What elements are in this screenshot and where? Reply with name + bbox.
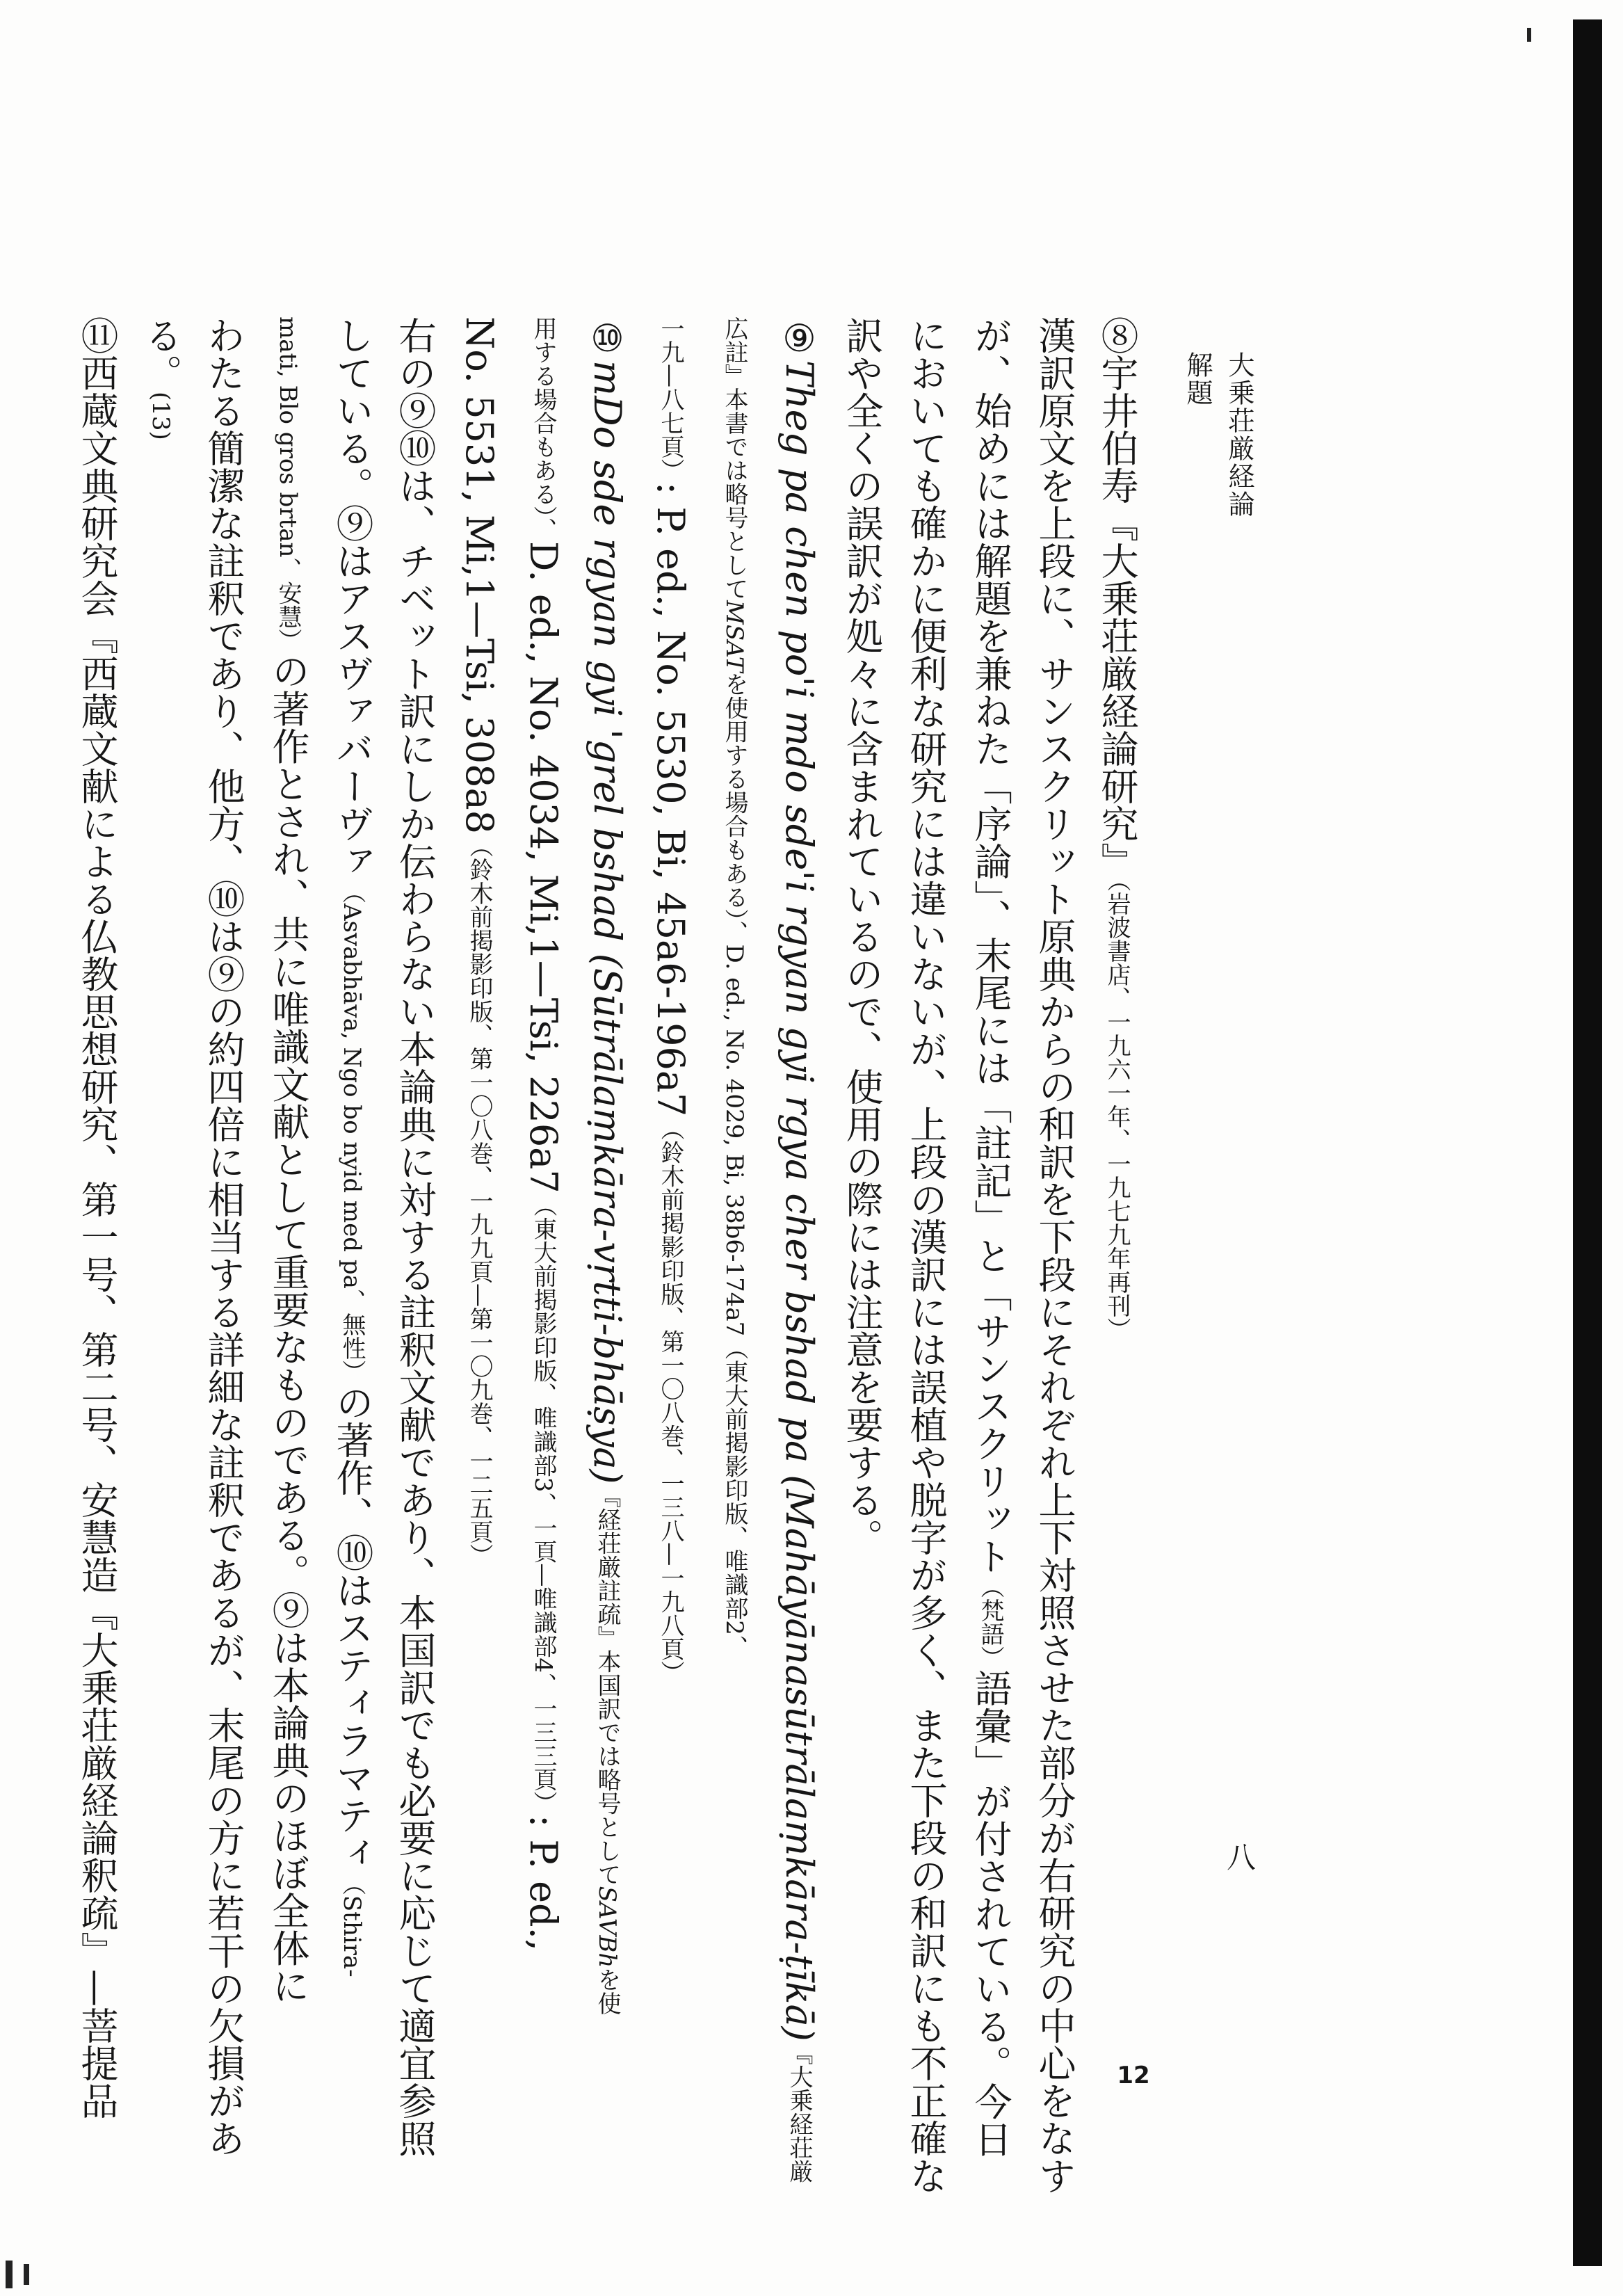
text-segment: （東大前掲影印版、唯識部2、 — [720, 1336, 748, 1659]
text-segment: の著作とされ、共に唯識文献として重要なものである。⑨は本論典のほぼ全体に — [266, 652, 310, 2005]
text-segment: （梵語） — [976, 1575, 1004, 1669]
text-line — [451, 316, 508, 2083]
text-segment: が、始めには解題を兼ねた「序論」、末尾には「註記」と「サンスクリット — [969, 316, 1012, 1575]
text-segment: （鈴木前掲影印版、第一〇八巻、一三八—一九八頁） — [656, 1116, 684, 1685]
text-line — [515, 316, 572, 2083]
text-segment: の著作、⑩はスティラマティ — [330, 1383, 374, 1872]
scan-speck — [6, 2261, 13, 2288]
running-title: 大乗荘厳経論 解題 — [1182, 351, 1254, 546]
text-line — [132, 316, 189, 2083]
text-line — [68, 316, 125, 2119]
text-segment: を使 — [593, 1968, 621, 2016]
text-segment: 『経荘厳註疏』本国訳では略号として — [593, 1484, 621, 1886]
scan-speck — [1527, 28, 1531, 42]
text-segment: ⑪西蔵文典研究会『西蔵文献による仏教思想研究、第一号、第二号、安慧造『大乗荘厳経論釈疏』—菩提品 — [75, 316, 119, 2119]
text-segment: (13) — [147, 392, 175, 440]
text-segment: （Asvabhāva, Ngo bo nyid med pa、無性） — [338, 880, 366, 1383]
text-segment: （鈴木前掲影印版、第一〇八巻、一九九頁—第一〇九巻、一二五頁） — [465, 834, 493, 1568]
text-line — [195, 316, 252, 2157]
text-segment: No. 5531, Mi,1—Tsi, 308a8 — [458, 316, 501, 835]
text-segment: （東大前掲影印版、唯識部3、一頁—唯識部4、一三三頁） — [529, 1193, 557, 1815]
text-line — [579, 316, 636, 2083]
text-line — [323, 316, 380, 2083]
text-segment: mDo sde rgyan gyi 'grel bshad (Sūtrālaṃkāra-vṛtti-bhāṣya) — [586, 360, 629, 1484]
text-segment: ⑩ — [586, 316, 629, 360]
text-segment: ⑧宇井伯寿『大乗荘厳経論研究』 — [1095, 316, 1139, 880]
text-line — [642, 316, 699, 2083]
text-line — [897, 316, 954, 2194]
kanji-page-number: 八 — [1222, 1842, 1257, 1871]
text-line — [1026, 316, 1083, 2194]
text-segment: している。⑨はアスヴァバーヴァ — [330, 316, 374, 880]
text-segment: 広註』本書では略号として — [720, 316, 748, 600]
text-segment: : P. ed., No. 5530, Bi, 45a6-196a7 — [649, 482, 693, 1117]
scan-edge-bar — [1573, 19, 1602, 2266]
text-segment: 右の⑨⑩は、チベット訳にしか伝わらない本論典に対する註釈文献であり、本国訳でも必要に応じて適宜参照 — [393, 316, 437, 2157]
text-segment: る。 — [139, 316, 183, 392]
text-segment: わたる簡潔な註釈であり、他方、⑩は⑨の約四倍に相当する詳細な註釈であるが、末尾の方に若干の欠損があ — [202, 316, 245, 2157]
text-line — [1088, 316, 1145, 2083]
text-segment: （Sthira- — [338, 1871, 366, 1977]
text-segment: 訳や全くの誤訳が処々に含まれているので、使用の際には注意を要する。 — [840, 316, 884, 1556]
text-segment: 『大乗経荘厳 — [785, 2041, 813, 2183]
text-segment: においても確かに便利な研究には違いないが、上段の漢訳には誤植や脱字が多く、また下段の和訳にも不正確な — [904, 316, 948, 2194]
text-segment: ⑨ — [777, 316, 821, 360]
text-segment: MSAT — [720, 600, 748, 673]
text-line — [706, 316, 763, 2083]
text-segment: D. ed., No. 4034, Mi,1—Tsi, 226a7 — [522, 541, 565, 1194]
text-segment: : P. ed., — [522, 1815, 565, 1951]
text-segment: SAVBh — [593, 1886, 621, 1968]
text-line — [259, 316, 316, 2083]
page-number: 12 — [1117, 2062, 1150, 2089]
text-segment: 用する場合もある）、 — [529, 316, 557, 541]
text-line — [962, 316, 1019, 2158]
scan-speck — [24, 2264, 29, 2285]
text-line — [386, 316, 443, 2157]
text-segment: 漢訳原文を上段に、サンスクリット原典からの和訳を下段にそれぞれ上下対照させた部分が右研究の中心をなす — [1033, 316, 1076, 2194]
text-segment: （岩波書店、一九六一年、一九七九年再刊） — [1103, 880, 1131, 1341]
text-line — [770, 316, 827, 2183]
text-segment: を使用する場合もある）、D. ed., No. 4029, Bi, 38b6-174a7 — [720, 672, 748, 1337]
text-segment: 語彙」が付されている。今日 — [969, 1669, 1012, 2158]
text-segment: Theg pa chen po'i mdo sde'i rgyan gyi rgya cher bshad pa (Mahāyānasūtrālaṃkāra-ṭīkā) — [777, 360, 821, 2041]
text-line — [833, 316, 890, 2083]
text-segment: mati, Blo gros brtan、安慧） — [274, 316, 302, 652]
text-segment: 一九—八七頁） — [656, 316, 684, 482]
